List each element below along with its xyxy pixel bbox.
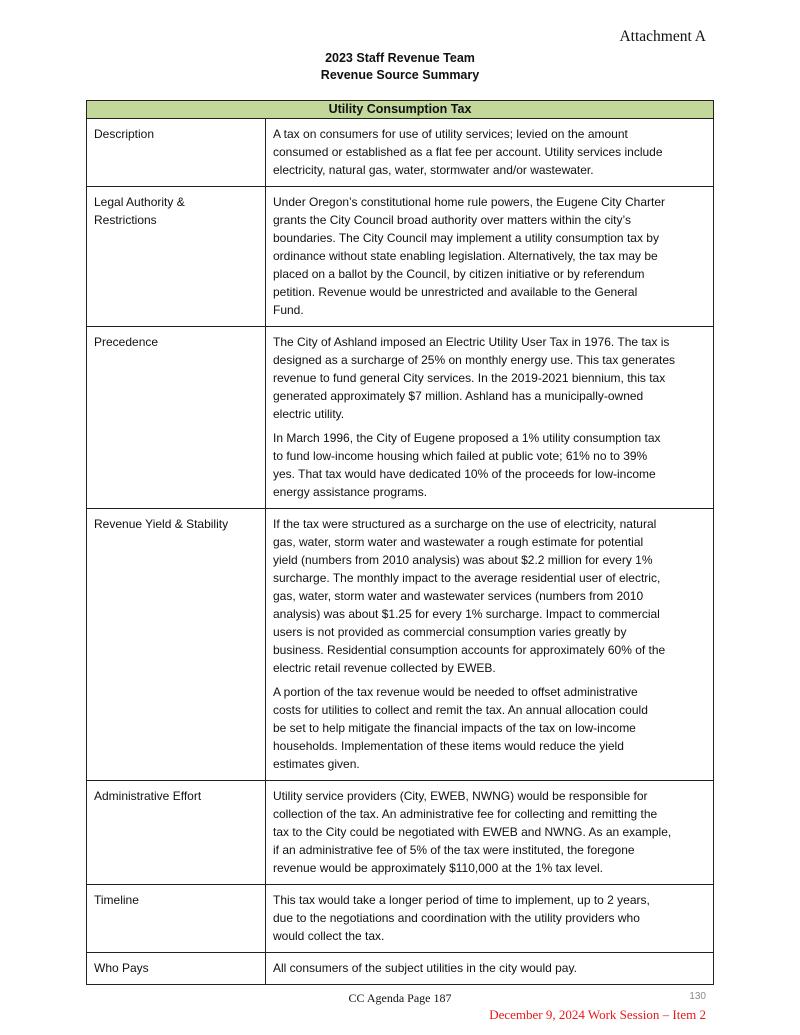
text-line: Under Oregon’s constitutional home rule powers, the Eugene City Charter <box>273 195 665 209</box>
text-line: be set to help mitigate the financial impacts of the tax on low-income <box>273 721 636 735</box>
table-row <box>87 327 714 509</box>
row-content <box>266 885 714 953</box>
text-line: A tax on consumers for use of utility services; levied on the amount <box>273 127 628 141</box>
document-title: 2023 Staff Revenue Team <box>325 51 475 65</box>
row-label <box>87 953 266 985</box>
row-label-line: Restrictions <box>94 213 157 227</box>
row-content <box>266 119 714 187</box>
text-line: consumed or established as a flat fee per account. Utility services include <box>273 145 663 159</box>
text-line: grants the City Council broad authority over matters within the city’s <box>273 213 631 227</box>
row-label <box>87 119 266 187</box>
text-line: due to the negotiations and coordination with the utility providers who <box>273 911 640 925</box>
row-label <box>87 781 266 885</box>
row-label <box>87 187 266 327</box>
text-line: analysis) was about $1.25 for every 1% surcharge. Impact to commercial <box>273 607 660 621</box>
document-subtitle: Revenue Source Summary <box>320 68 480 82</box>
paragraph <box>273 333 706 423</box>
agenda-page: CC Agenda Page 187 <box>348 991 452 1005</box>
text-line: electricity, natural gas, water, stormwater and/or wastewater. <box>273 163 594 177</box>
text-line: placed on a ballot by the Council, by citizen initiative or by referendum <box>273 267 645 281</box>
text-line: energy assistance programs. <box>273 485 428 499</box>
text-line: If the tax were structured as a surcharge on the use of electricity, natural <box>273 517 657 531</box>
text-line: estimates given. <box>273 757 360 771</box>
text-line: All consumers of the subject utilities in the city would pay. <box>273 961 577 975</box>
table-row <box>87 781 714 885</box>
text-line: users is not provided as commercial consumption varies greatly by <box>273 625 627 639</box>
text-line: business. Residential consumption accounts for approximately 60% of the <box>273 643 666 657</box>
paragraph <box>273 515 706 677</box>
attachment-label: Attachment A <box>619 28 706 45</box>
text-line: petition. Revenue would be unrestricted and available to the General <box>273 285 638 299</box>
table-row <box>87 119 714 187</box>
text-line: would collect the tax. <box>273 929 385 943</box>
table-row <box>87 953 714 985</box>
row-label-line: Who Pays <box>94 961 149 975</box>
text-line: ordinance without state enabling legislation. Alternatively, the tax may be <box>273 249 658 263</box>
paragraph <box>273 787 706 877</box>
row-label-line: Legal Authority & <box>94 195 185 209</box>
row-content <box>266 953 714 985</box>
row-label-line: Timeline <box>94 893 139 907</box>
text-line: households. Implementation of these items would reduce the yield <box>273 739 624 753</box>
text-line: yes. That tax would have dedicated 10% of the proceeds for low-income <box>273 467 656 481</box>
row-content <box>266 327 714 509</box>
row-label <box>87 327 266 509</box>
text-line: if an administrative fee of 5% of the tax were instituted, the foregone <box>273 843 635 857</box>
paragraph <box>273 125 706 179</box>
text-line: A portion of the tax revenue would be needed to offset administrative <box>273 685 638 699</box>
text-line: electric utility. <box>273 407 345 421</box>
text-line: The City of Ashland imposed an Electric Utility User Tax in 1976. The tax is <box>273 335 670 349</box>
row-label-line: Description <box>94 127 155 141</box>
text-line: Utility service providers (City, EWEB, NWNG) would be responsible for <box>273 789 648 803</box>
revenue-source-table <box>86 100 714 985</box>
row-content <box>266 187 714 327</box>
text-line: boundaries. The City Council may implement a utility consumption tax by <box>273 231 659 245</box>
table-heading: Utility Consumption Tax <box>87 101 714 119</box>
row-label <box>87 885 266 953</box>
paragraph <box>273 193 706 319</box>
text-line: Fund. <box>273 303 304 317</box>
text-line: This tax would take a longer period of time to implement, up to 2 years, <box>273 893 650 907</box>
paragraph <box>273 959 706 977</box>
page-number: 130 <box>689 991 706 1002</box>
text-line: collection of the tax. An administrative fee for collecting and remitting the <box>273 807 658 821</box>
row-label-line: Revenue Yield & Stability <box>94 517 229 531</box>
text-line: costs for utilities to collect and remit the tax. An annual allocation could <box>273 703 648 717</box>
table-row <box>87 885 714 953</box>
work-session-label: December 9, 2024 Work Session – Item 2 <box>489 1007 706 1022</box>
text-line: designed as a surcharge of 25% on monthly energy use. This tax generates <box>273 353 676 367</box>
row-label-line: Precedence <box>94 335 159 349</box>
paragraph <box>273 429 706 501</box>
text-line: electric retail revenue collected by EWEB. <box>273 661 496 675</box>
paragraph <box>273 683 706 773</box>
table-row <box>87 187 714 327</box>
row-content <box>266 509 714 781</box>
text-line: yield (numbers from 2010 analysis) was about $2.2 million for every 1% <box>273 553 653 567</box>
text-line: generated approximately $7 million. Ashland has a municipally-owned <box>273 389 644 403</box>
row-label-line: Administrative Effort <box>94 789 202 803</box>
text-line: surcharge. The monthly impact to the average residential user of electric, <box>273 571 661 585</box>
row-content <box>266 781 714 885</box>
paragraph <box>273 891 706 945</box>
text-line: revenue to fund general City services. In the 2019-2021 biennium, this tax <box>273 371 666 385</box>
text-line: to fund low-income housing which failed at public vote; 61% no to 39% <box>273 449 648 463</box>
text-line: gas, water, storm water and wastewater services (numbers from 2010 <box>273 589 644 603</box>
text-line: revenue would be approximately $110,000 at the 1% tax level. <box>273 861 603 875</box>
text-line: In March 1996, the City of Eugene proposed a 1% utility consumption tax <box>273 431 661 445</box>
text-line: gas, water, storm water and wastewater a rough estimate for potential <box>273 535 644 549</box>
text-line: tax to the City could be negotiated with EWEB and NWNG. As an example, <box>273 825 672 839</box>
row-label <box>87 509 266 781</box>
table-row <box>87 509 714 781</box>
